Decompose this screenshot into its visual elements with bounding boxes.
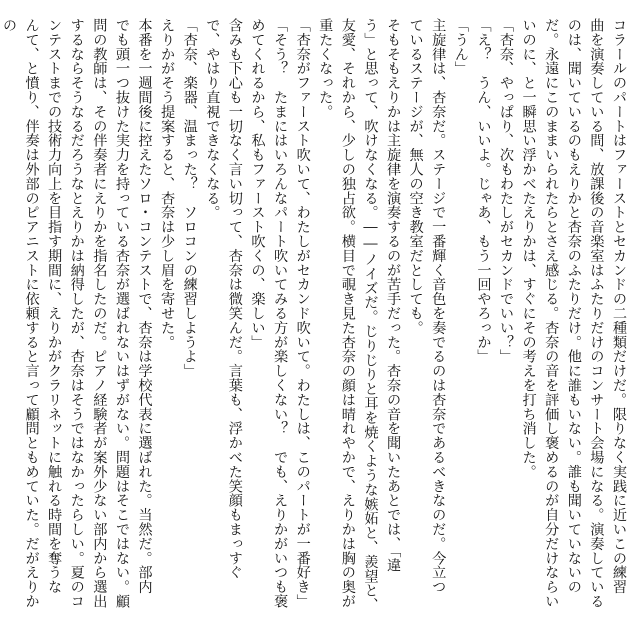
text-line: 「杏奈がファースト吹いて、わたしがセカンド吹いて。わたしは、このパートが一番好き」 <box>294 18 311 609</box>
text-line: 「杏奈、楽器、温まった？ ソロコンの練習しようよ」 <box>181 18 198 378</box>
text-line: 「うん」 <box>452 18 469 76</box>
text-line: で、やはり直視できなくなる。 <box>204 18 221 220</box>
text-line: 含みも下心も一切なく言い切って、杏奈は微笑んだ。言葉も、浮かべた笑顔もまっすぐ <box>226 18 243 580</box>
text-line: のは、聞いているのもえりかと杏奈のふたりだけ。他に誰もいない。誰も聞いていないの <box>565 18 582 594</box>
text-line: ンテストまでの技術力向上を目指す期間に、えりかがクラリネットに触れる時間を奪うな <box>46 18 63 594</box>
text-line: えりかがそう提案すると、杏奈は少し眉を寄せた。 <box>159 18 176 350</box>
text-line: 「杏奈、やっぱり、次もわたしがセカンドでいい？」 <box>498 18 515 364</box>
text-line: めてくれるから、私もファースト吹くの、楽しい」 <box>249 18 266 350</box>
text-line: そもそもえりかは主旋律を演奏するのが苦手だった。杏奈の音を聞いたあとでは、「違 <box>385 18 402 573</box>
text-line: 曲を演奏している間、放課後の音楽室はふたりだけのコンサート会場になる。演奏している <box>588 18 605 609</box>
text-line: んて、と憤り、伴奏は外部のピアニストに依頼すると言って顧問ともめていた。だがえりかの <box>0 18 40 609</box>
text-line: 主旋律は、杏奈だ。ステージで一番輝く音色を奏でるのは杏奈であるべきなのだ。今立つ <box>430 18 447 594</box>
text-line: 友愛、それから、少しの独占欲。横目で覗き見た杏奈の顔は晴れやかで、えりかは胸の奥が <box>339 18 356 609</box>
text-line: ているステージが、無人の空き教室だとしても。 <box>407 18 424 335</box>
text-line: コラールのパートはファーストとセカンドの二種類だけだ。限りなく実践に近いこの練習 <box>611 18 627 594</box>
vertical-text-body <box>0 18 630 622</box>
text-line: でも頭一つ抜けた実力を持っている杏奈が選ばれないはずがない。問題はそこではない。顧 <box>113 18 130 609</box>
text-line: 本番を一週間後に控えたソロ・コンテストで、杏奈は学校代表に選ばれた。当然だ。部内 <box>136 18 153 594</box>
text-line: 「え？ うん、いいよ。じゃあ、もう一回やろっか」 <box>475 18 492 364</box>
text-line: だ。永遠にこのままいられたらとさえ感じる。杏奈の音を評価し褒めるのが自分だけならい <box>543 18 560 609</box>
text-line: 問の教師は、その伴奏者にえりかを指名したのだ。ピアノ経験者が案外少ない部内から選出 <box>91 18 108 609</box>
text-line: う」と思って、吹けなくなる。――ノイズだ。じりじりと耳を焼くような嫉妬と、羨望と、 <box>362 18 379 612</box>
text-line: するならそうなるだろうなとえりかは納得したが、杏奈はそうではなかったらしい。夏のコ <box>68 18 85 609</box>
text-line: 「そう？ たまにはいろんなパート吹いてみる方が楽しくない？ でも、えりかがいつも褒 <box>272 18 289 609</box>
text-line: 重たくなった。 <box>317 18 334 119</box>
text-line: いのに、と一瞬思い浮かべたえりかは、すぐにその考えを打ち消した。 <box>520 18 537 479</box>
